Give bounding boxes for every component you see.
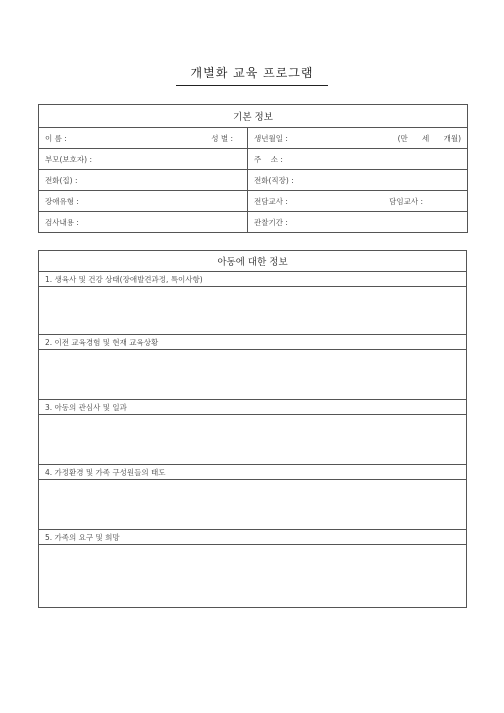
basic-info-header: 기본 정보 <box>39 105 468 128</box>
work-phone-cell[interactable] <box>248 170 468 191</box>
test-cell[interactable] <box>39 212 248 233</box>
birth-label: 생년월일 : <box>254 133 288 143</box>
period-cell[interactable] <box>248 212 468 233</box>
child-info-header: 아동에 대한 정보 <box>39 251 467 272</box>
special-teacher-label: 전담교사 : <box>254 196 288 206</box>
address-label: 주 소 : <box>254 154 283 164</box>
age-label: (만 세 개월) <box>397 133 462 143</box>
guardian-label: 부모(보호자) : <box>45 154 92 164</box>
birth-cell[interactable] <box>248 128 468 149</box>
question-3: 3. 아동의 관심사 및 일과 <box>39 400 467 415</box>
name-label: 이 름 : <box>45 133 67 143</box>
disability-cell[interactable] <box>39 191 248 212</box>
name-gender-cell[interactable] <box>39 128 248 149</box>
answer-area-3[interactable] <box>39 415 467 465</box>
gender-label: 성 별 : <box>211 133 233 143</box>
basic-info-table <box>38 104 468 233</box>
answer-area-5[interactable] <box>39 545 467 608</box>
disability-label: 장애유형 : <box>45 196 79 206</box>
home-phone-label: 전화(집) : <box>45 175 78 185</box>
period-label: 관찰기간 : <box>254 217 288 227</box>
guardian-cell[interactable] <box>39 149 248 170</box>
test-label: 검사내용 : <box>45 217 79 227</box>
address-cell[interactable] <box>248 149 468 170</box>
homeroom-teacher-label: 담임교사 : <box>389 196 424 206</box>
teacher-cell[interactable] <box>248 191 468 212</box>
work-phone-label: 전화(직장) : <box>254 175 294 185</box>
question-1: 1. 생육사 및 건강 상태(장애발견과정, 특이사항) <box>39 272 467 287</box>
answer-area-4[interactable] <box>39 480 467 530</box>
answer-area-1[interactable] <box>39 287 467 335</box>
child-info-table <box>38 250 467 608</box>
document-title: 개별화 교육 프로그램 <box>176 64 328 86</box>
question-2: 2. 이전 교육경험 및 현재 교육상황 <box>39 335 467 350</box>
question-5: 5. 가족의 요구 및 희망 <box>39 530 467 545</box>
question-4: 4. 가정환경 및 가족 구성원들의 태도 <box>39 465 467 480</box>
answer-area-2[interactable] <box>39 350 467 400</box>
home-phone-cell[interactable] <box>39 170 248 191</box>
